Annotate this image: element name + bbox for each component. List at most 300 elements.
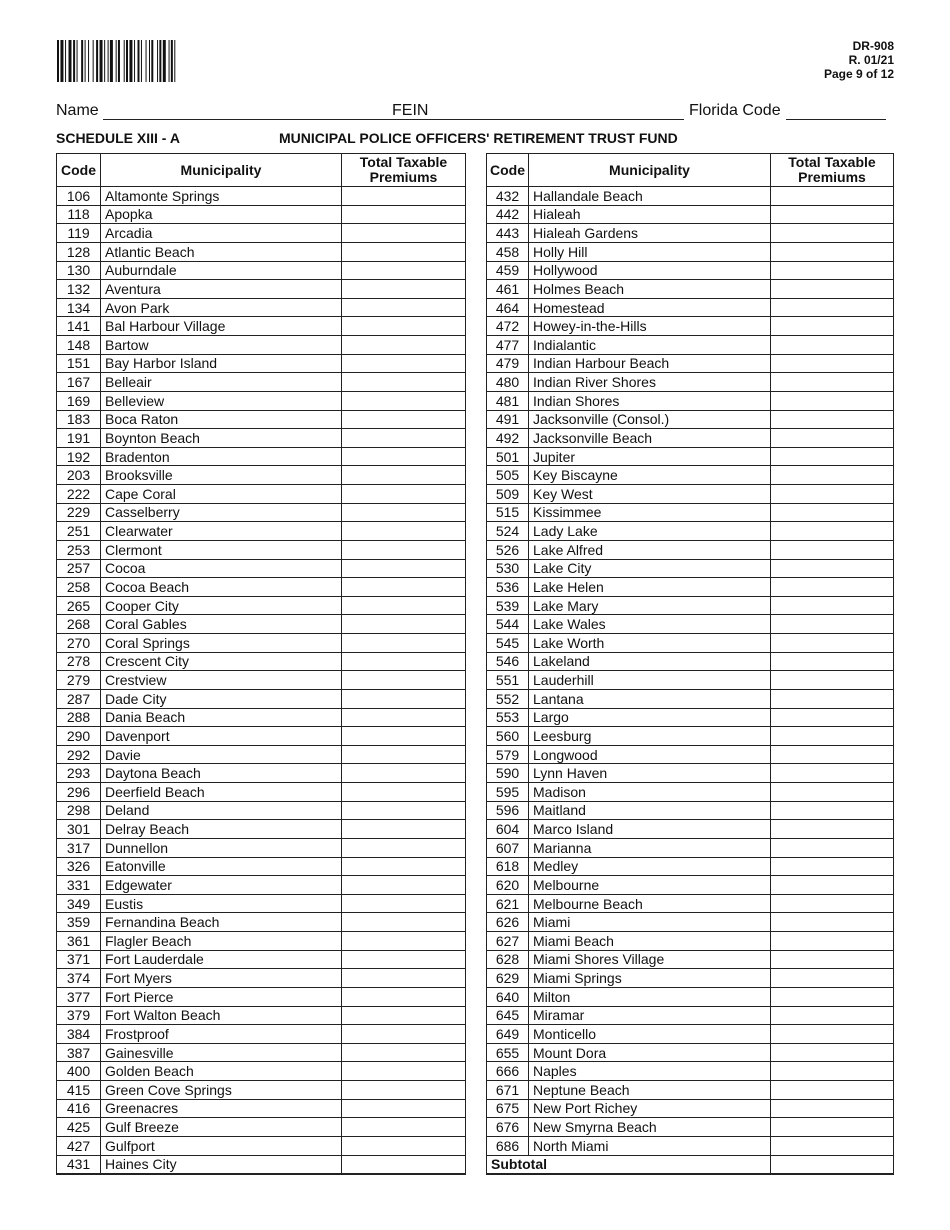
municipality-code: 492 bbox=[487, 429, 529, 448]
table-row bbox=[487, 1081, 894, 1100]
table-row bbox=[487, 373, 894, 392]
table-row bbox=[487, 1136, 894, 1155]
premiums-input[interactable] bbox=[771, 1118, 894, 1137]
table-row bbox=[57, 429, 466, 448]
premiums-input[interactable] bbox=[771, 596, 894, 615]
municipality-name: Melbourne Beach bbox=[529, 894, 771, 913]
premiums-input[interactable] bbox=[771, 317, 894, 336]
premiums-input[interactable] bbox=[771, 615, 894, 634]
municipality-code: 590 bbox=[487, 764, 529, 783]
table-row bbox=[487, 503, 894, 522]
premiums-input[interactable] bbox=[342, 187, 466, 206]
municipality-name: Bradenton bbox=[101, 447, 342, 466]
municipality-code: 349 bbox=[57, 894, 101, 913]
table-row bbox=[57, 317, 466, 336]
premiums-input[interactable] bbox=[771, 987, 894, 1006]
municipality-name: Gainesville bbox=[101, 1043, 342, 1062]
municipality-name: Longwood bbox=[529, 745, 771, 764]
table-row bbox=[487, 1043, 894, 1062]
municipality-code: 287 bbox=[57, 689, 101, 708]
table-row bbox=[57, 913, 466, 932]
municipality-name: Coral Gables bbox=[101, 615, 342, 634]
table-row bbox=[487, 838, 894, 857]
table-row bbox=[487, 485, 894, 504]
municipality-name: Jacksonville Beach bbox=[529, 429, 771, 448]
premiums-input[interactable] bbox=[771, 503, 894, 522]
municipality-name: Key Biscayne bbox=[529, 466, 771, 485]
table-row bbox=[57, 969, 466, 988]
municipality-code: 686 bbox=[487, 1136, 529, 1155]
table-row bbox=[487, 429, 894, 448]
table-row bbox=[487, 969, 894, 988]
premiums-input[interactable] bbox=[342, 466, 466, 485]
table-row bbox=[487, 596, 894, 615]
municipality-name: Melbourne bbox=[529, 876, 771, 895]
premiums-input[interactable] bbox=[771, 764, 894, 783]
municipality-name: Key West bbox=[529, 485, 771, 504]
table-row bbox=[57, 522, 466, 541]
premiums-input[interactable] bbox=[771, 1006, 894, 1025]
premiums-input[interactable] bbox=[771, 485, 894, 504]
table-row bbox=[57, 1006, 466, 1025]
premiums-input[interactable] bbox=[771, 1043, 894, 1062]
table-row bbox=[57, 634, 466, 653]
municipality-name: Edgewater bbox=[101, 876, 342, 895]
table-row bbox=[487, 801, 894, 820]
municipality-code: 296 bbox=[57, 783, 101, 802]
municipality-code: 629 bbox=[487, 969, 529, 988]
premiums-input[interactable] bbox=[342, 447, 466, 466]
municipality-code: 222 bbox=[57, 485, 101, 504]
premiums-input[interactable] bbox=[342, 857, 466, 876]
table-row bbox=[487, 280, 894, 299]
municipality-code: 442 bbox=[487, 205, 529, 224]
premiums-input[interactable] bbox=[342, 354, 466, 373]
premiums-input[interactable] bbox=[771, 205, 894, 224]
table-row bbox=[57, 298, 466, 317]
premiums-input[interactable] bbox=[771, 410, 894, 429]
municipality-code: 539 bbox=[487, 596, 529, 615]
municipality-name: Dunnellon bbox=[101, 838, 342, 857]
municipality-name: Marianna bbox=[529, 838, 771, 857]
premiums-input[interactable] bbox=[342, 391, 466, 410]
municipality-code: 292 bbox=[57, 745, 101, 764]
table-row bbox=[57, 783, 466, 802]
premiums-input[interactable] bbox=[771, 261, 894, 280]
municipality-code: 183 bbox=[57, 410, 101, 429]
municipality-name: Medley bbox=[529, 857, 771, 876]
premiums-input[interactable] bbox=[771, 932, 894, 951]
premiums-input[interactable] bbox=[342, 224, 466, 243]
table-row bbox=[487, 447, 894, 466]
code-column-header: Code bbox=[57, 154, 101, 187]
premiums-input[interactable] bbox=[771, 708, 894, 727]
municipality-name: Leesburg bbox=[529, 727, 771, 746]
municipality-name: Miami bbox=[529, 913, 771, 932]
premiums-input[interactable] bbox=[342, 373, 466, 392]
municipality-name: Cocoa Beach bbox=[101, 578, 342, 597]
table-row bbox=[57, 727, 466, 746]
premiums-input[interactable] bbox=[771, 391, 894, 410]
premiums-input[interactable] bbox=[771, 1062, 894, 1081]
table-row bbox=[57, 466, 466, 485]
municipality-code: 480 bbox=[487, 373, 529, 392]
schedule-id: SCHEDULE XIII - A bbox=[56, 130, 180, 146]
municipality-column-header: Municipality bbox=[529, 154, 771, 187]
premiums-input[interactable] bbox=[771, 652, 894, 671]
premiums-input[interactable] bbox=[342, 615, 466, 634]
municipality-code: 229 bbox=[57, 503, 101, 522]
premiums-input[interactable] bbox=[342, 838, 466, 857]
table-row bbox=[57, 764, 466, 783]
municipality-code: 130 bbox=[57, 261, 101, 280]
premiums-input[interactable] bbox=[342, 913, 466, 932]
premiums-input[interactable] bbox=[771, 1081, 894, 1100]
premiums-input[interactable] bbox=[342, 317, 466, 336]
municipality-code: 132 bbox=[57, 280, 101, 299]
table-row bbox=[487, 820, 894, 839]
code-column-header: Code bbox=[487, 154, 529, 187]
table-row bbox=[487, 1099, 894, 1118]
table-header-row bbox=[57, 154, 466, 187]
premiums-input[interactable] bbox=[342, 429, 466, 448]
form-identifier bbox=[824, 39, 894, 81]
municipality-name: Davie bbox=[101, 745, 342, 764]
premiums-input[interactable] bbox=[342, 503, 466, 522]
municipality-code: 472 bbox=[487, 317, 529, 336]
premiums-input[interactable] bbox=[342, 336, 466, 355]
premiums-input[interactable] bbox=[342, 205, 466, 224]
premiums-input[interactable] bbox=[771, 801, 894, 820]
premiums-input[interactable] bbox=[771, 913, 894, 932]
premiums-input[interactable] bbox=[342, 1081, 466, 1100]
municipality-name: Cocoa bbox=[101, 559, 342, 578]
table-row bbox=[487, 224, 894, 243]
table-row bbox=[57, 1099, 466, 1118]
municipality-name: Clearwater bbox=[101, 522, 342, 541]
premiums-input[interactable] bbox=[771, 894, 894, 913]
taxpayer-info-line bbox=[56, 102, 890, 122]
table-row bbox=[57, 1062, 466, 1081]
municipality-name: Boca Raton bbox=[101, 410, 342, 429]
premiums-input[interactable] bbox=[342, 652, 466, 671]
premiums-input[interactable] bbox=[771, 1099, 894, 1118]
premiums-input[interactable] bbox=[342, 727, 466, 746]
premiums-input[interactable] bbox=[342, 1006, 466, 1025]
schedule-heading bbox=[56, 130, 890, 148]
premiums-input[interactable] bbox=[771, 540, 894, 559]
municipality-table-left bbox=[56, 153, 466, 1175]
municipality-name: Crestview bbox=[101, 671, 342, 690]
premiums-input[interactable] bbox=[342, 540, 466, 559]
table-row bbox=[487, 987, 894, 1006]
premiums-input[interactable] bbox=[771, 838, 894, 857]
municipality-code: 501 bbox=[487, 447, 529, 466]
municipality-name: Flagler Beach bbox=[101, 932, 342, 951]
premiums-input[interactable] bbox=[342, 1043, 466, 1062]
municipality-name: Bal Harbour Village bbox=[101, 317, 342, 336]
municipality-name: Arcadia bbox=[101, 224, 342, 243]
table-row bbox=[57, 187, 466, 206]
premiums-input[interactable] bbox=[342, 410, 466, 429]
municipality-code: 293 bbox=[57, 764, 101, 783]
premiums-input[interactable] bbox=[771, 969, 894, 988]
table-row bbox=[487, 652, 894, 671]
municipality-name: Hallandale Beach bbox=[529, 187, 771, 206]
municipality-code: 251 bbox=[57, 522, 101, 541]
table-row bbox=[487, 466, 894, 485]
premiums-input[interactable] bbox=[342, 522, 466, 541]
premiums-input[interactable] bbox=[771, 466, 894, 485]
municipality-code: 191 bbox=[57, 429, 101, 448]
municipality-code: 148 bbox=[57, 336, 101, 355]
table-row bbox=[57, 578, 466, 597]
premiums-input[interactable] bbox=[342, 280, 466, 299]
premiums-input[interactable] bbox=[342, 1136, 466, 1155]
municipality-name: New Smyrna Beach bbox=[529, 1118, 771, 1137]
premiums-input[interactable] bbox=[771, 298, 894, 317]
premiums-input[interactable] bbox=[771, 1025, 894, 1044]
premiums-input[interactable] bbox=[342, 671, 466, 690]
premiums-input[interactable] bbox=[771, 224, 894, 243]
premiums-input[interactable] bbox=[771, 689, 894, 708]
table-row bbox=[57, 838, 466, 857]
municipality-table-right bbox=[486, 153, 894, 1175]
municipality-code: 415 bbox=[57, 1081, 101, 1100]
municipality-name: Fort Myers bbox=[101, 969, 342, 988]
municipality-code: 331 bbox=[57, 876, 101, 895]
table-row bbox=[57, 615, 466, 634]
premiums-input[interactable] bbox=[342, 559, 466, 578]
municipality-code: 384 bbox=[57, 1025, 101, 1044]
table-row bbox=[487, 708, 894, 727]
municipality-name: Gulf Breeze bbox=[101, 1118, 342, 1137]
table-row bbox=[487, 540, 894, 559]
fein-field[interactable] bbox=[428, 119, 684, 120]
municipality-name: Davenport bbox=[101, 727, 342, 746]
table-row bbox=[487, 391, 894, 410]
premiums-input[interactable] bbox=[771, 876, 894, 895]
municipality-code: 128 bbox=[57, 242, 101, 261]
municipality-code: 552 bbox=[487, 689, 529, 708]
premiums-input[interactable] bbox=[771, 187, 894, 206]
premiums-input[interactable] bbox=[771, 578, 894, 597]
subtotal-input[interactable] bbox=[771, 1155, 894, 1174]
table-row bbox=[57, 689, 466, 708]
municipality-code: 509 bbox=[487, 485, 529, 504]
municipality-code: 579 bbox=[487, 745, 529, 764]
premiums-input[interactable] bbox=[771, 429, 894, 448]
premiums-input[interactable] bbox=[342, 1025, 466, 1044]
table-row bbox=[57, 820, 466, 839]
table-row bbox=[487, 559, 894, 578]
table-row bbox=[487, 615, 894, 634]
subtotal-label: Subtotal bbox=[487, 1155, 771, 1174]
municipality-code: 526 bbox=[487, 540, 529, 559]
table-row bbox=[57, 373, 466, 392]
municipality-code: 203 bbox=[57, 466, 101, 485]
premiums-input[interactable] bbox=[771, 559, 894, 578]
table-row bbox=[487, 671, 894, 690]
table-row bbox=[57, 205, 466, 224]
municipality-name: Eustis bbox=[101, 894, 342, 913]
premiums-input[interactable] bbox=[771, 727, 894, 746]
table-row bbox=[487, 727, 894, 746]
premiums-input[interactable] bbox=[771, 447, 894, 466]
municipality-name: Maitland bbox=[529, 801, 771, 820]
table-row bbox=[57, 857, 466, 876]
municipality-name: Jupiter bbox=[529, 447, 771, 466]
premiums-input[interactable] bbox=[342, 485, 466, 504]
municipality-name: Atlantic Beach bbox=[101, 242, 342, 261]
municipality-code: 640 bbox=[487, 987, 529, 1006]
municipality-name: Casselberry bbox=[101, 503, 342, 522]
premiums-input[interactable] bbox=[342, 708, 466, 727]
municipality-name: Bay Harbor Island bbox=[101, 354, 342, 373]
municipality-name: Lauderhill bbox=[529, 671, 771, 690]
table-row bbox=[57, 987, 466, 1006]
table-row bbox=[487, 1006, 894, 1025]
premiums-input[interactable] bbox=[342, 1155, 466, 1174]
municipality-code: 618 bbox=[487, 857, 529, 876]
premiums-input[interactable] bbox=[342, 876, 466, 895]
table-row bbox=[57, 1025, 466, 1044]
municipality-name: Clermont bbox=[101, 540, 342, 559]
premiums-input[interactable] bbox=[771, 1136, 894, 1155]
premiums-input[interactable] bbox=[342, 689, 466, 708]
municipality-name: Boynton Beach bbox=[101, 429, 342, 448]
municipality-name: Avon Park bbox=[101, 298, 342, 317]
premiums-input[interactable] bbox=[342, 932, 466, 951]
municipality-name: Indian Shores bbox=[529, 391, 771, 410]
premiums-input[interactable] bbox=[771, 671, 894, 690]
municipality-code: 288 bbox=[57, 708, 101, 727]
municipality-code: 374 bbox=[57, 969, 101, 988]
table-row bbox=[57, 745, 466, 764]
municipality-name: Bartow bbox=[101, 336, 342, 355]
premiums-input[interactable] bbox=[771, 745, 894, 764]
table-row bbox=[487, 298, 894, 317]
premiums-input[interactable] bbox=[771, 280, 894, 299]
premiums-input[interactable] bbox=[342, 578, 466, 597]
premiums-input[interactable] bbox=[342, 987, 466, 1006]
table-row bbox=[487, 745, 894, 764]
premiums-input[interactable] bbox=[342, 801, 466, 820]
municipality-code: 649 bbox=[487, 1025, 529, 1044]
municipality-name: Lake Alfred bbox=[529, 540, 771, 559]
municipality-code: 425 bbox=[57, 1118, 101, 1137]
table-row bbox=[57, 1081, 466, 1100]
table-row bbox=[57, 485, 466, 504]
municipality-code: 169 bbox=[57, 391, 101, 410]
municipality-name: Daytona Beach bbox=[101, 764, 342, 783]
municipality-code: 151 bbox=[57, 354, 101, 373]
premiums-input[interactable] bbox=[342, 242, 466, 261]
municipality-code: 596 bbox=[487, 801, 529, 820]
table-row bbox=[57, 950, 466, 969]
municipality-name: Miami Shores Village bbox=[529, 950, 771, 969]
premiums-input[interactable] bbox=[771, 373, 894, 392]
municipality-code: 655 bbox=[487, 1043, 529, 1062]
premiums-input[interactable] bbox=[342, 1062, 466, 1081]
municipality-code: 265 bbox=[57, 596, 101, 615]
table-row bbox=[487, 578, 894, 597]
municipality-name: Green Cove Springs bbox=[101, 1081, 342, 1100]
florida-code-field[interactable] bbox=[786, 119, 886, 120]
premiums-input[interactable] bbox=[771, 634, 894, 653]
municipality-code: 301 bbox=[57, 820, 101, 839]
fein-label: FEIN bbox=[392, 102, 429, 119]
subtotal-row bbox=[487, 1155, 894, 1174]
premiums-input[interactable] bbox=[342, 745, 466, 764]
premiums-input[interactable] bbox=[342, 596, 466, 615]
municipality-name: Hialeah Gardens bbox=[529, 224, 771, 243]
premiums-input[interactable] bbox=[342, 634, 466, 653]
table-row bbox=[487, 336, 894, 355]
premiums-input[interactable] bbox=[342, 1118, 466, 1137]
premiums-input[interactable] bbox=[771, 354, 894, 373]
name-label: Name bbox=[56, 102, 99, 119]
municipality-code: 253 bbox=[57, 540, 101, 559]
municipality-code: 427 bbox=[57, 1136, 101, 1155]
municipality-name: Lantana bbox=[529, 689, 771, 708]
premiums-input[interactable] bbox=[342, 298, 466, 317]
premiums-input[interactable] bbox=[771, 820, 894, 839]
premiums-input[interactable] bbox=[342, 969, 466, 988]
municipality-name: North Miami bbox=[529, 1136, 771, 1155]
municipality-code: 459 bbox=[487, 261, 529, 280]
municipality-name: Haines City bbox=[101, 1155, 342, 1174]
municipality-name: Brooksville bbox=[101, 466, 342, 485]
table-row bbox=[57, 1118, 466, 1137]
premiums-input[interactable] bbox=[342, 894, 466, 913]
premiums-input[interactable] bbox=[771, 783, 894, 802]
municipality-name: Cooper City bbox=[101, 596, 342, 615]
premiums-input[interactable] bbox=[342, 783, 466, 802]
municipality-code: 551 bbox=[487, 671, 529, 690]
municipality-code: 416 bbox=[57, 1099, 101, 1118]
premiums-input[interactable] bbox=[342, 261, 466, 280]
premiums-input[interactable] bbox=[342, 764, 466, 783]
municipality-code: 481 bbox=[487, 391, 529, 410]
municipality-name: Neptune Beach bbox=[529, 1081, 771, 1100]
table-row bbox=[57, 652, 466, 671]
premiums-input[interactable] bbox=[342, 820, 466, 839]
table-row bbox=[487, 317, 894, 336]
municipality-code: 560 bbox=[487, 727, 529, 746]
table-row bbox=[57, 801, 466, 820]
premiums-input[interactable] bbox=[771, 242, 894, 261]
table-row bbox=[57, 596, 466, 615]
premiums-input[interactable] bbox=[342, 1099, 466, 1118]
table-row bbox=[57, 559, 466, 578]
municipality-code: 118 bbox=[57, 205, 101, 224]
premiums-input[interactable] bbox=[342, 950, 466, 969]
municipality-name: Greenacres bbox=[101, 1099, 342, 1118]
table-row bbox=[487, 932, 894, 951]
premiums-input[interactable] bbox=[771, 857, 894, 876]
table-row bbox=[57, 708, 466, 727]
premiums-input[interactable] bbox=[771, 336, 894, 355]
municipality-code: 479 bbox=[487, 354, 529, 373]
premiums-input[interactable] bbox=[771, 522, 894, 541]
premiums-column-header bbox=[342, 154, 466, 187]
table-row bbox=[57, 671, 466, 690]
table-header-row bbox=[487, 154, 894, 187]
premiums-input[interactable] bbox=[771, 950, 894, 969]
municipality-code: 491 bbox=[487, 410, 529, 429]
municipality-name: Kissimmee bbox=[529, 503, 771, 522]
